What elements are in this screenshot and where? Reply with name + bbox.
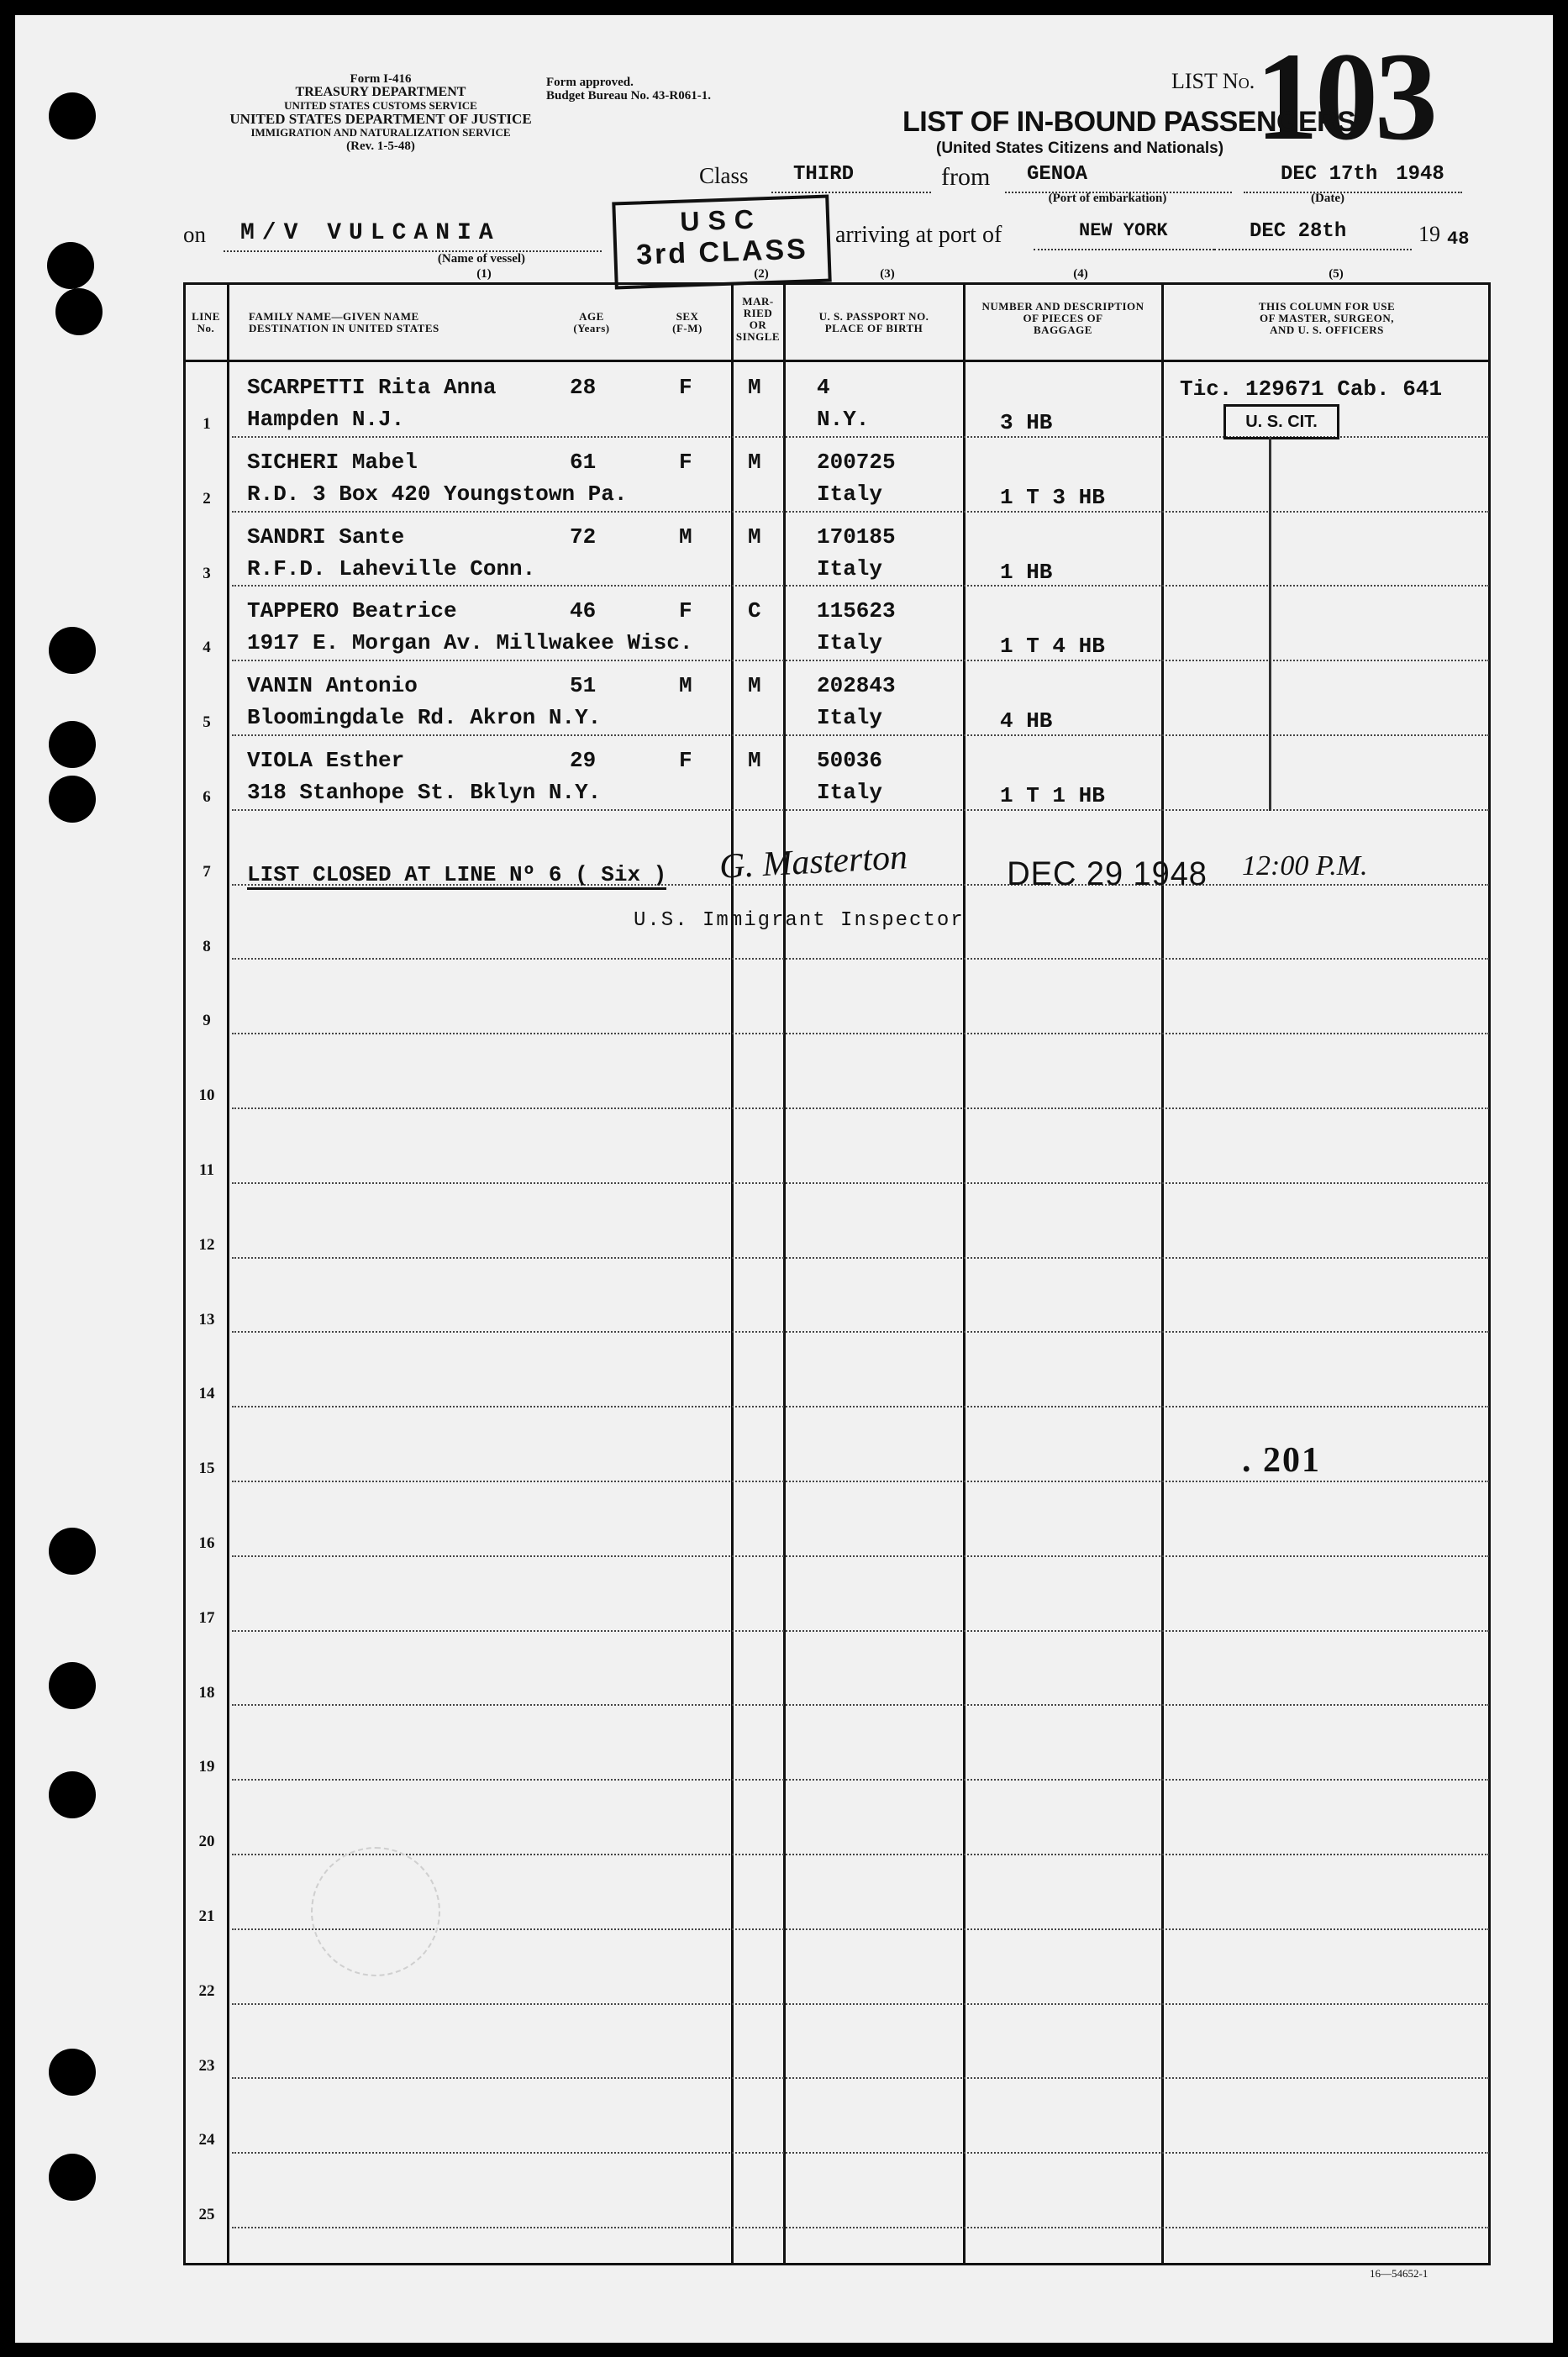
binder-hole bbox=[49, 2049, 96, 2096]
form-approved: Form approved. bbox=[546, 76, 634, 89]
inspector-signature: G. Masterton bbox=[718, 838, 909, 887]
header-age: AGE (Years) bbox=[573, 310, 610, 334]
line-number: 19 bbox=[198, 1758, 215, 1776]
annotation-201: . 201 bbox=[1242, 1441, 1321, 1480]
passenger-destination: Bloomingdale Rd. Akron N.Y. bbox=[247, 705, 602, 731]
arrival-port-field bbox=[1034, 220, 1214, 250]
passenger-marital: M bbox=[748, 748, 761, 773]
line-number: 6 bbox=[203, 788, 211, 806]
line-number: 14 bbox=[198, 1385, 215, 1403]
class-label: Class bbox=[699, 163, 749, 188]
line-number: 3 bbox=[203, 564, 211, 582]
passport-number: 200725 bbox=[817, 449, 896, 475]
passenger-destination: Hampden N.J. bbox=[247, 407, 405, 432]
header-officers: THIS COLUMN FOR USE OF MASTER, SURGEON, AND U. S. OFFICERS bbox=[1258, 300, 1396, 336]
header-line-no: LINE No. bbox=[192, 310, 220, 334]
remark-line bbox=[1269, 437, 1271, 811]
passport-number: 115623 bbox=[817, 598, 896, 624]
passenger-destination: R.F.D. Laheville Conn. bbox=[247, 555, 536, 581]
binder-hole bbox=[49, 1528, 96, 1575]
line-number: 20 bbox=[198, 1833, 215, 1851]
passenger-sex: M bbox=[679, 673, 692, 699]
passenger-name: SCARPETTI Rita Anna bbox=[247, 375, 497, 400]
binder-hole bbox=[49, 721, 96, 768]
row-rule bbox=[232, 585, 1489, 587]
date-caption: (Date) bbox=[1311, 192, 1344, 205]
date-field bbox=[1244, 163, 1462, 193]
column-divider bbox=[731, 282, 734, 2265]
header-name: FAMILY NAME—GIVEN NAME DESTINATION IN UNITED STATES bbox=[249, 310, 439, 334]
passenger-destination: 1917 E. Morgan Av. Millwakee Wisc. bbox=[247, 630, 693, 656]
line-number: 22 bbox=[198, 1981, 215, 2000]
passenger-sex: F bbox=[679, 449, 692, 475]
line-number: 15 bbox=[198, 1460, 215, 1478]
header-rule bbox=[183, 360, 1491, 362]
col-number-1: (1) bbox=[476, 267, 492, 281]
passenger-marital: M bbox=[748, 449, 761, 475]
binder-hole bbox=[49, 2154, 96, 2201]
manifest-page bbox=[15, 15, 1553, 2343]
budget-bureau: Budget Bureau No. 43-R061-1. bbox=[546, 89, 711, 103]
place-of-birth: Italy bbox=[817, 780, 883, 805]
line-number: 21 bbox=[198, 1907, 215, 1925]
list-closed-text: LIST CLOSED AT LINE Nº 6 ( Six ) bbox=[247, 862, 666, 890]
row-rule bbox=[232, 1257, 1489, 1259]
line-number: 9 bbox=[203, 1012, 211, 1030]
header-sex: SEX (F-M) bbox=[672, 310, 702, 334]
passenger-name: VIOLA Esther bbox=[247, 748, 405, 773]
place-of-birth: Italy bbox=[817, 481, 883, 507]
place-of-birth: N.Y. bbox=[817, 407, 870, 432]
row-rule bbox=[232, 1854, 1489, 1855]
row-rule bbox=[232, 511, 1489, 513]
faint-stamp-mark bbox=[311, 1847, 440, 1976]
passport-number: 50036 bbox=[817, 748, 883, 773]
received-time: 12:00 P.M. bbox=[1242, 850, 1368, 881]
baggage-description: 1 T 4 HB bbox=[1000, 634, 1105, 660]
row-rule bbox=[232, 734, 1489, 736]
arrival-port: NEW YORK bbox=[1079, 220, 1168, 241]
line-number: 1 bbox=[203, 415, 211, 433]
place-of-birth: Italy bbox=[817, 705, 883, 731]
class-field bbox=[771, 163, 931, 193]
column-divider bbox=[963, 282, 966, 2265]
row-rule bbox=[232, 2152, 1489, 2154]
year-suffix: 48 bbox=[1447, 229, 1470, 250]
list-no-label: LIST No. bbox=[1171, 69, 1255, 93]
row-rule bbox=[232, 1033, 1489, 1034]
line-number: 7 bbox=[203, 862, 211, 881]
on-label: on bbox=[183, 222, 206, 247]
form-metadata bbox=[183, 72, 578, 153]
line-number: 13 bbox=[198, 1310, 215, 1328]
year-prefix: 19 bbox=[1418, 222, 1440, 246]
passenger-name: SANDRI Sante bbox=[247, 523, 405, 550]
baggage-description: 3 HB bbox=[1000, 410, 1053, 435]
revision: (Rev. 1-5-48) bbox=[346, 139, 415, 153]
passport-number: 4 bbox=[817, 375, 830, 400]
from-field bbox=[1005, 163, 1232, 193]
passenger-name: TAPPERO Beatrice bbox=[247, 598, 457, 624]
row-rule bbox=[232, 1406, 1489, 1407]
passenger-sex: F bbox=[679, 375, 692, 400]
vessel-caption: (Name of vessel) bbox=[437, 252, 526, 266]
baggage-description: 4 HB bbox=[1000, 708, 1053, 734]
date-value: DEC 17th bbox=[1281, 163, 1378, 186]
passenger-destination: 318 Stanhope St. Bklyn N.Y. bbox=[247, 780, 602, 805]
line-number: 11 bbox=[199, 1161, 214, 1179]
line-number: 25 bbox=[198, 2206, 215, 2224]
ins-service: IMMIGRATION AND NATURALIZATION SERVICE bbox=[250, 126, 511, 139]
column-divider bbox=[227, 282, 229, 2265]
passenger-marital: C bbox=[748, 598, 761, 624]
place-of-birth: Italy bbox=[817, 555, 883, 581]
passenger-marital: M bbox=[748, 375, 761, 400]
row-rule bbox=[232, 1481, 1489, 1482]
row-rule bbox=[232, 958, 1489, 960]
row-rule bbox=[232, 2077, 1489, 2079]
binder-hole bbox=[49, 776, 96, 823]
baggage-description: 1 T 1 HB bbox=[1000, 783, 1105, 808]
header-passport: U. S. PASSPORT NO. PLACE OF BIRTH bbox=[818, 310, 929, 334]
arriving-label: arriving at port of bbox=[835, 222, 1002, 248]
row-rule bbox=[232, 1555, 1489, 1557]
col-number-3: (3) bbox=[880, 267, 895, 281]
header-married: MAR- RIED OR SINGLE bbox=[735, 295, 781, 343]
column-divider bbox=[783, 282, 786, 2265]
from-value: GENOA bbox=[1027, 163, 1088, 186]
row-rule bbox=[232, 1779, 1489, 1781]
row-rule bbox=[232, 1704, 1489, 1706]
customs-service: UNITED STATES CUSTOMS SERVICE bbox=[284, 99, 477, 112]
passenger-age: 28 bbox=[570, 375, 597, 400]
arrival-date-field bbox=[1214, 220, 1412, 250]
officer-remarks: Tic. 129671 Cab. 641 bbox=[1180, 376, 1443, 402]
line-number: 10 bbox=[198, 1086, 215, 1105]
row-rule bbox=[232, 809, 1489, 811]
passenger-sex: F bbox=[679, 748, 692, 773]
binder-hole bbox=[49, 1771, 96, 1818]
row-rule bbox=[232, 2227, 1489, 2228]
binder-hole bbox=[49, 1662, 96, 1709]
port-embark-caption: (Port of embarkation) bbox=[1048, 192, 1167, 205]
from-label: from bbox=[941, 163, 991, 191]
line-number: 17 bbox=[198, 1608, 215, 1627]
vessel-value: M/V VULCANIA bbox=[240, 220, 501, 246]
baggage-description: 1 T 3 HB bbox=[1000, 484, 1105, 510]
line-number: 8 bbox=[203, 937, 211, 955]
line-number: 5 bbox=[203, 713, 211, 732]
header-baggage: NUMBER AND DESCRIPTION OF PIECES OF BAGGAGE bbox=[981, 300, 1144, 336]
passenger-sex: M bbox=[679, 523, 692, 550]
row-rule bbox=[232, 1630, 1489, 1632]
binder-hole bbox=[49, 92, 96, 139]
passenger-destination: R.D. 3 Box 420 Youngstown Pa. bbox=[247, 481, 628, 507]
vessel-field bbox=[224, 220, 602, 252]
row-rule bbox=[232, 1182, 1489, 1184]
footer-form-code: 16—54652-1 bbox=[1370, 2267, 1429, 2280]
form-number: Form I-416 bbox=[350, 72, 412, 86]
line-number: 24 bbox=[198, 2131, 215, 2149]
line-number: 4 bbox=[203, 639, 211, 657]
column-divider bbox=[1161, 282, 1164, 2265]
list-subtitle: (United States Citizens and Nationals) bbox=[936, 139, 1224, 157]
treasury-dept: TREASURY DEPARTMENT bbox=[295, 85, 466, 99]
passenger-name: VANIN Antonio bbox=[247, 673, 418, 699]
justice-dept: UNITED STATES DEPARTMENT OF JUSTICE bbox=[229, 111, 532, 127]
row-rule bbox=[232, 2003, 1489, 2005]
baggage-description: 1 HB bbox=[1000, 559, 1053, 585]
col-number-5: (5) bbox=[1329, 267, 1344, 281]
passenger-age: 46 bbox=[570, 598, 597, 624]
binder-hole bbox=[49, 627, 96, 674]
passenger-age: 51 bbox=[570, 673, 597, 699]
col-number-4: (4) bbox=[1073, 267, 1088, 281]
row-rule bbox=[232, 660, 1489, 661]
passenger-age: 72 bbox=[570, 523, 597, 550]
passenger-age: 61 bbox=[570, 449, 597, 475]
us-cit-stamp: U. S. CIT. bbox=[1223, 404, 1339, 439]
received-date-stamp: DEC 29 1948 bbox=[1007, 855, 1208, 892]
passport-number: 170185 bbox=[817, 523, 896, 550]
line-number: 12 bbox=[198, 1235, 215, 1254]
place-of-birth: Italy bbox=[817, 630, 883, 656]
approval-block bbox=[546, 76, 711, 103]
stamp-line-2: 3rd CLASS bbox=[635, 233, 809, 271]
line-number: 23 bbox=[198, 2056, 215, 2075]
list-title: LIST OF IN-BOUND PASSENGERS bbox=[902, 106, 1356, 138]
list-number: 103 bbox=[1255, 27, 1434, 166]
row-rule bbox=[232, 1331, 1489, 1333]
col-number-2: (2) bbox=[754, 267, 769, 281]
row-rule bbox=[232, 1107, 1489, 1109]
passenger-age: 29 bbox=[570, 748, 597, 773]
line-number: 16 bbox=[198, 1534, 215, 1552]
date-year: 1948 bbox=[1396, 163, 1444, 186]
passenger-name: SICHERI Mabel bbox=[247, 449, 418, 475]
binder-hole bbox=[55, 288, 103, 335]
binder-hole bbox=[47, 242, 94, 289]
inspector-title: U.S. Immigrant Inspector bbox=[634, 909, 965, 932]
passenger-marital: M bbox=[748, 523, 761, 550]
line-number: 2 bbox=[203, 489, 211, 508]
passport-number: 202843 bbox=[817, 673, 896, 699]
passenger-marital: M bbox=[748, 673, 761, 699]
passenger-sex: F bbox=[679, 598, 692, 624]
class-value: THIRD bbox=[793, 163, 855, 186]
usc-third-class-stamp bbox=[612, 195, 831, 290]
arrival-date: DEC 28th bbox=[1250, 220, 1347, 243]
stamp-line-1: USC bbox=[679, 203, 763, 237]
line-number: 18 bbox=[198, 1683, 215, 1702]
